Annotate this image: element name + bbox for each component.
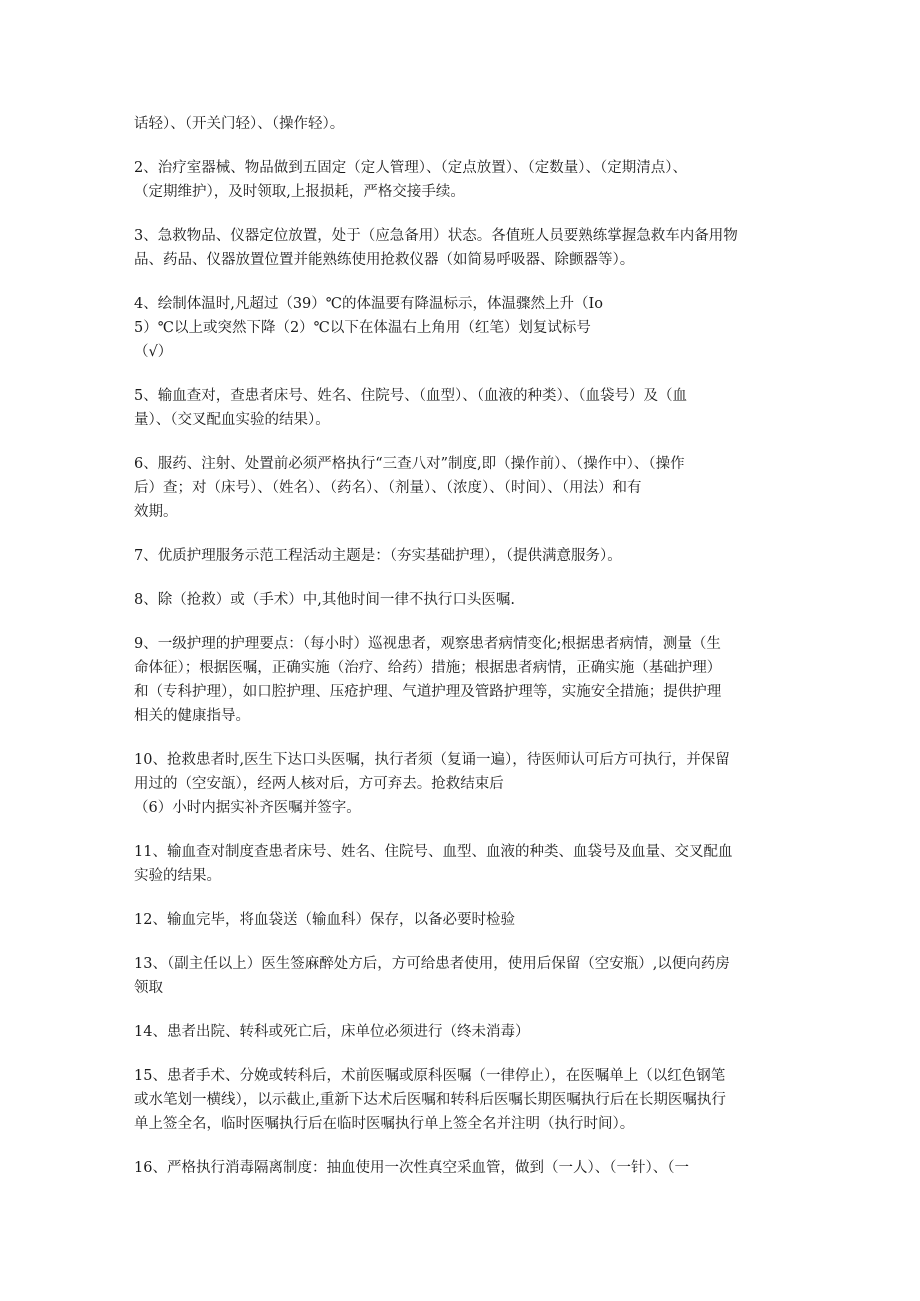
paragraph-1 (134, 112, 786, 136)
paragraph-line: 实验的结果。 (134, 868, 221, 884)
paragraph-line: 或水笔划一横线），以示截止,重新下达术后医嘱和转科后医嘱长期医嘱执行后在长期医嘱执行 (134, 1092, 726, 1108)
paragraph-3 (134, 224, 786, 272)
paragraph-line: 15、患者手术、分娩或转科后，术前医嘱或原科医嘱（一律停止），在医嘱单上（以红色钢笔 (134, 1068, 726, 1084)
paragraph-7 (134, 544, 786, 568)
paragraph-line: 2、治疗室器械、物品做到五固定（定人管理）、（定点放置）、（定数量）、（定期清点）、 (134, 160, 687, 176)
paragraph-line: 10、抢救患者时,医生下达口头医嘱，执行者须（复诵一遍），待医师认可后方可执行，并保留 (134, 752, 730, 768)
paragraph-line: 效期。 (134, 504, 178, 520)
paragraph-6 (134, 452, 786, 524)
paragraph-4 (134, 292, 786, 364)
paragraph-line: 4、绘制体温时,凡超过（39）℃的体温要有降温标示，体温骤然上升（Io (134, 296, 603, 312)
paragraph-10 (134, 748, 786, 820)
paragraph-line: 5、输血查对，查患者床号、姓名、住院号、（血型）、（血液的种类）、（血袋号）及（血 (134, 388, 687, 404)
paragraph-2 (134, 156, 786, 204)
paragraph-line: 8、除（抢救）或（手术）中,其他时间一律不执行口头医嘱. (134, 592, 515, 608)
paragraph-12 (134, 908, 786, 932)
paragraph-line: 3、急救物品、仪器定位放置，处于（应急备用）状态。各值班人员要熟练掌握急救车内备用物 (134, 228, 738, 244)
paragraph-line: （定期维护），及时领取,上报损耗，严格交接手续。 (134, 184, 465, 200)
paragraph-line: 5）℃以上或突然下降（2）℃以下在体温右上角用（红笔）划复试标号 (134, 320, 591, 336)
paragraph-13 (134, 952, 786, 1000)
paragraph-line: 13、（副主任以上）医生签麻醉处方后，方可给患者使用，使用后保留（空安瓶）,以便向药房 (134, 956, 730, 972)
paragraph-line: 单上签全名，临时医嘱执行后在临时医嘱执行单上签全名并注明（执行时间）。 (134, 1116, 635, 1132)
paragraph-line: 16、严格执行消毒隔离制度：抽血使用一次性真空采血管，做到（一人）、（一针）、（一 (134, 1160, 689, 1176)
paragraph-8 (134, 588, 786, 612)
paragraph-line: 6、服药、注射、处置前必须严格执行“三查八对”制度,即（操作前）、（操作中）、（操作 (134, 456, 685, 472)
paragraph-line: 7、优质护理服务示范工程活动主题是：（夯实基础护理），（提供满意服务）。 (134, 548, 622, 564)
paragraph-5 (134, 384, 786, 432)
paragraph-line: 品、药品、仪器放置位置并能熟练使用抢救仪器（如简易呼吸器、除颤器等）。 (134, 252, 635, 268)
paragraph-line: 后）查；对（床号）、（姓名）、（药名）、（剂量）、（浓度）、（时间）、（用法）和有 (134, 480, 642, 496)
paragraph-11 (134, 840, 786, 888)
document-body (134, 112, 786, 1200)
paragraph-15 (134, 1064, 786, 1136)
paragraph-line: （√） (134, 344, 173, 360)
paragraph-line: 14、患者出院、转科或死亡后，床单位必须进行（终未消毒） (134, 1024, 530, 1040)
paragraph-line: （6）小时内据实补齐医嘱并签字。 (134, 800, 361, 816)
paragraph-line: 相关的健康指导。 (134, 708, 250, 724)
paragraph-line: 和（专科护理），如口腔护理、压疮护理、气道护理及管路护理等，实施安全措施；提供护理 (134, 684, 722, 700)
paragraph-line: 12、输血完毕，将血袋送（输血科）保存，以备必要时检验 (134, 912, 515, 928)
paragraph-16 (134, 1156, 786, 1180)
paragraph-line: 命体征）；根据医嘱，正确实施（治疗、给药）措施；根据患者病情，正确实施（基础护理） (134, 660, 722, 676)
paragraph-line: 9、一级护理的护理要点：（每小时）巡视患者，观察患者病情变化;根据患者病情，测量（生 (134, 636, 721, 652)
paragraph-line: 11、输血查对制度查患者床号、姓名、住院号、血型、血液的种类、血袋号及血量、交叉配血 (134, 844, 733, 860)
paragraph-line: 话轻）、（开关门轻）、（操作轻）。 (134, 116, 345, 132)
paragraph-line: 用过的（空安瓿），经两人核对后，方可弃去。抢救结束后 (134, 776, 504, 792)
paragraph-line: 量）、（交叉配血实验的结果）。 (134, 412, 330, 428)
paragraph-9 (134, 632, 786, 728)
paragraph-line: 领取 (134, 980, 163, 996)
paragraph-14 (134, 1020, 786, 1044)
